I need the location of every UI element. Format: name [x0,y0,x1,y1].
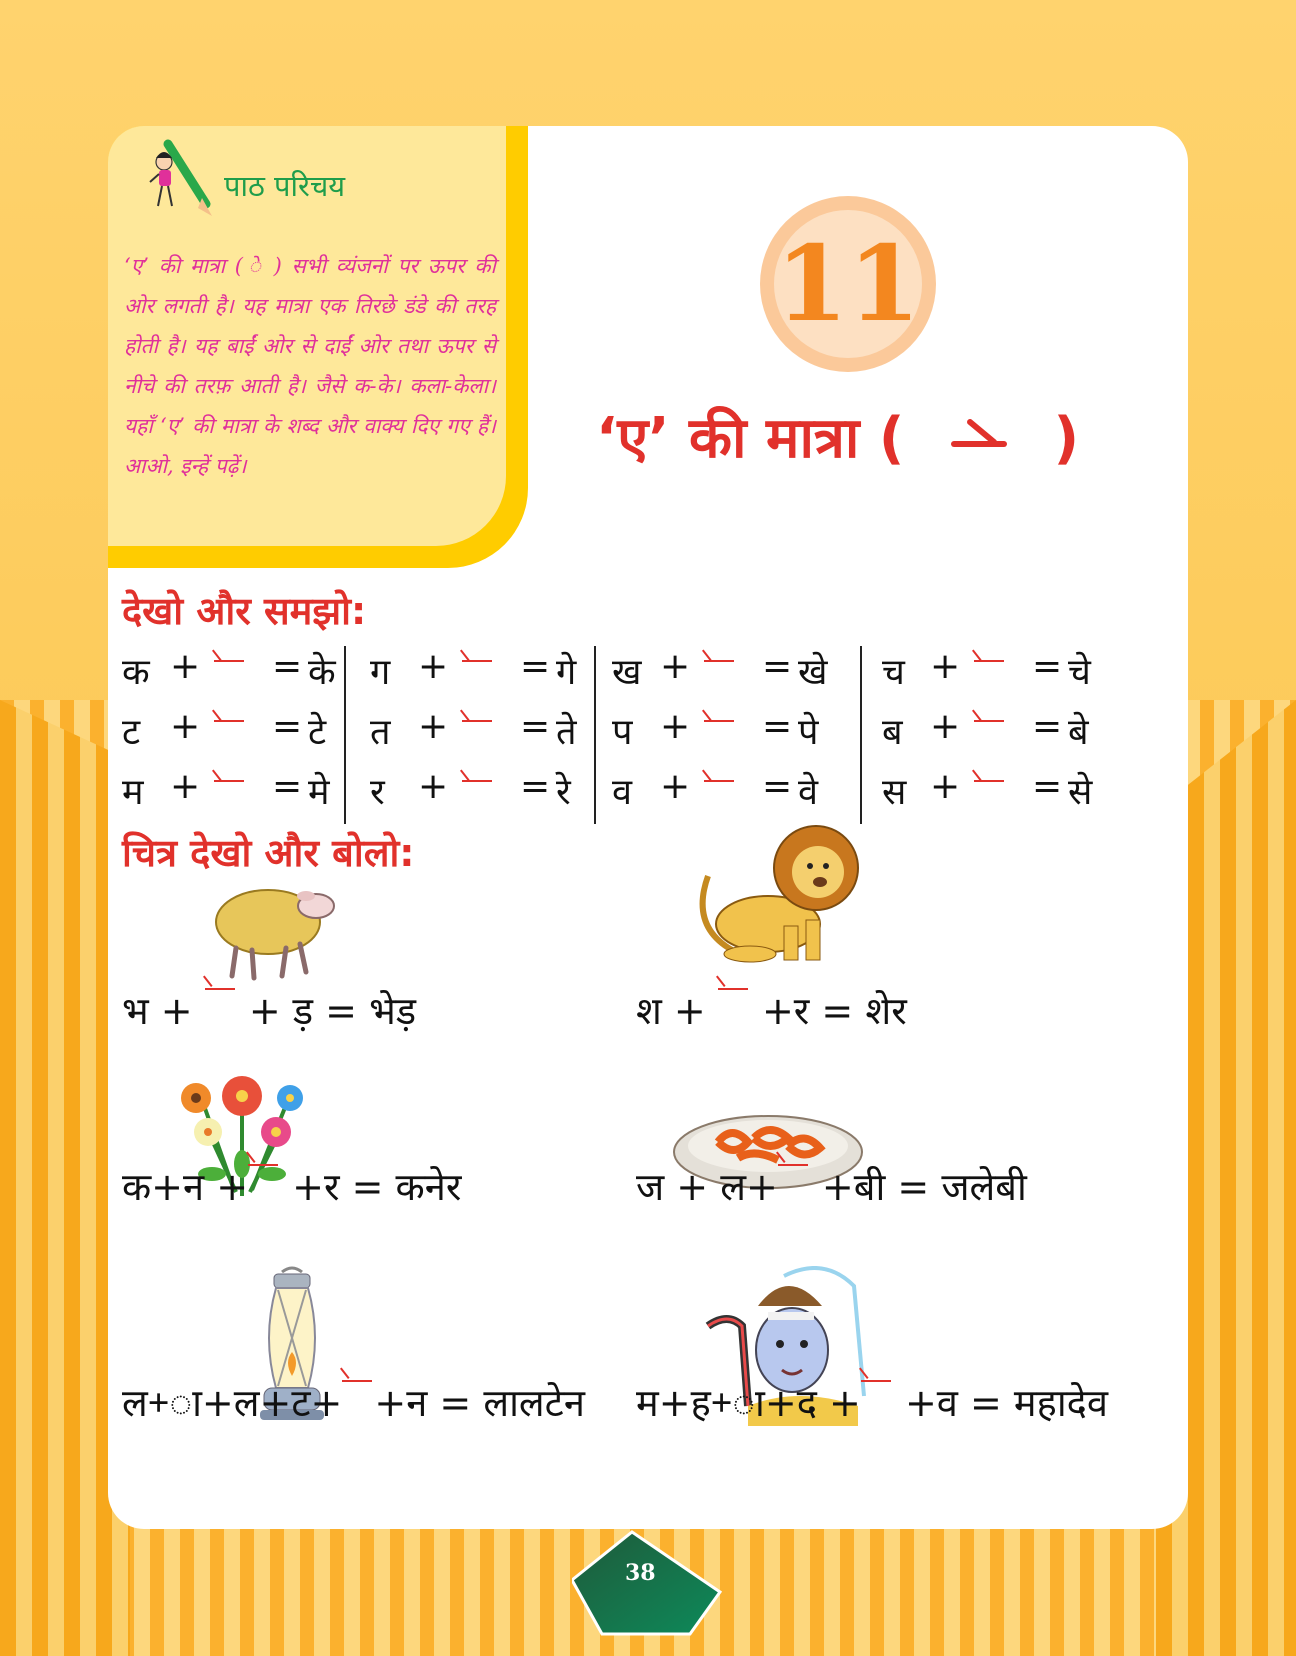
intro-box [108,126,506,546]
e-matra-symbol [214,648,244,662]
equals-sign: = [762,646,793,687]
plus-sign: + [170,706,201,747]
word-mahadev: महादेव [1013,1381,1108,1425]
grid-result-syllable: खे [798,652,828,693]
grid-cell [122,706,342,764]
equals-sign: = [1032,646,1063,687]
e-matra-symbol [462,708,492,722]
word-sher: शेर [865,989,907,1033]
equals-sign: = [1032,766,1063,807]
section-heading-see-picture-speak: चित्र देखो और बोलो: [122,831,415,875]
grid-divider [344,646,346,824]
e-matra-symbol [462,768,492,782]
e-matra-symbol [704,648,734,662]
plus-sign: + [170,646,201,687]
grid-result-syllable: रे [556,772,571,813]
grid-cell [612,646,832,704]
word-bhed: भेड़ [369,989,417,1033]
grid-base-letter: ब [882,712,903,753]
grid-cell [612,706,832,764]
equals-sign: = [520,706,551,747]
grid-base-letter: ख [612,652,642,693]
grid-result-syllable: चे [1068,652,1091,693]
grid-base-letter: म [122,772,144,813]
word-bhed-equation: भ + + ड़ = भेड़ [122,984,416,1036]
grid-base-letter: प [612,712,633,753]
grid-base-letter: क [122,652,150,693]
sheep-picture [206,872,346,982]
chapter-number: 11 [775,222,921,345]
grid-base-letter: च [882,652,905,693]
grid-result-syllable: से [1068,772,1093,813]
grid-base-letter: ट [122,712,141,753]
equals-sign: = [762,706,793,747]
intro-heading: पाठ परिचय [224,169,346,203]
girl-with-pencil-icon [128,132,218,222]
grid-cell [370,646,590,704]
grid-cell [882,706,1102,764]
lesson-title-prefix: ‘ए’ की मात्रा ( [596,406,905,471]
word-kaner: कनेर [395,1165,462,1209]
equals-sign: = [1032,706,1063,747]
e-matra-symbol [924,422,1034,462]
grid-result-syllable: बे [1068,712,1089,753]
plus-sign: + [660,766,691,807]
matra-combination-grid [122,646,1162,824]
lesson-title [596,398,1079,474]
grid-base-letter: स [882,772,907,813]
grid-base-letter: ग [370,652,391,693]
lesson-card [108,126,1188,1529]
e-matra-symbol [974,708,1004,722]
grid-result-syllable: पे [798,712,819,753]
word-jalebi: जलेबी [941,1165,1027,1209]
word-sher-equation: श + +र = शेर [636,984,907,1036]
grid-result-syllable: के [308,652,336,693]
lion-picture [688,816,868,966]
e-matra-symbol [974,648,1004,662]
grid-result-syllable: गे [556,652,577,693]
grid-base-letter: र [370,772,385,813]
page-number: 38 [625,1560,656,1586]
grid-divider [860,646,862,824]
e-matra-symbol [704,768,734,782]
equals-sign: = [272,706,303,747]
equals-sign: = [520,646,551,687]
word-kaner-equation: क+न + +र = कनेर [122,1160,461,1212]
plus-sign: + [418,766,449,807]
word-jalebi-equation: ज + ल+ +बी = जलेबी [636,1160,1027,1212]
grid-result-syllable: मे [308,772,330,813]
plus-sign: + [660,646,691,687]
grid-base-letter: त [370,712,391,753]
plus-sign: + [418,706,449,747]
equals-sign: = [762,766,793,807]
e-matra-symbol [214,768,244,782]
lesson-title-suffix: ) [1053,406,1080,471]
word-mahadev-equation: म+ह+ा+द + +व = महादेव [636,1376,1108,1428]
grid-cell [122,766,342,824]
plus-sign: + [660,706,691,747]
e-matra-symbol [704,708,734,722]
grid-cell [882,646,1102,704]
grid-result-syllable: वे [798,772,819,813]
equals-sign: = [520,766,551,807]
grid-cell [122,646,342,704]
section-heading-see-understand: देखो और समझो: [122,589,367,633]
equals-sign: = [272,646,303,687]
grid-result-syllable: टे [308,712,327,753]
grid-divider [594,646,596,824]
chapter-number-badge [760,196,936,372]
intro-text: ‘ए’ की मात्रा ( े ) सभी व्यंजनों पर ऊपर की ओर लगती है। यह मात्रा एक तिरछे डंडे की तरह होती है। यह बाईं ओर से दाईं ओर तथा ऊपर से नीचे की तरफ़ आती है। जैसे क-के। कला-केला। यहाँ ‘ए’ की मात्रा के शब्द और वाक्य दिए गए हैं। आओ, इन्हें पढ़ें। [124,254,496,478]
plus-sign: + [170,766,201,807]
grid-cell [370,766,590,824]
grid-cell [882,766,1102,824]
e-matra-symbol [214,708,244,722]
word-laalten: लालटेन [483,1381,585,1425]
word-laalten-equation: ल+ा+ल+ट+ +न = लालटेन [122,1376,585,1428]
grid-cell [370,706,590,764]
grid-result-syllable: ते [556,712,577,753]
grid-base-letter: व [612,772,633,813]
e-matra-symbol [462,648,492,662]
plus-sign: + [418,646,449,687]
plus-sign: + [930,706,961,747]
equals-sign: = [272,766,303,807]
plus-sign: + [930,646,961,687]
plus-sign: + [930,766,961,807]
e-matra-symbol [974,768,1004,782]
